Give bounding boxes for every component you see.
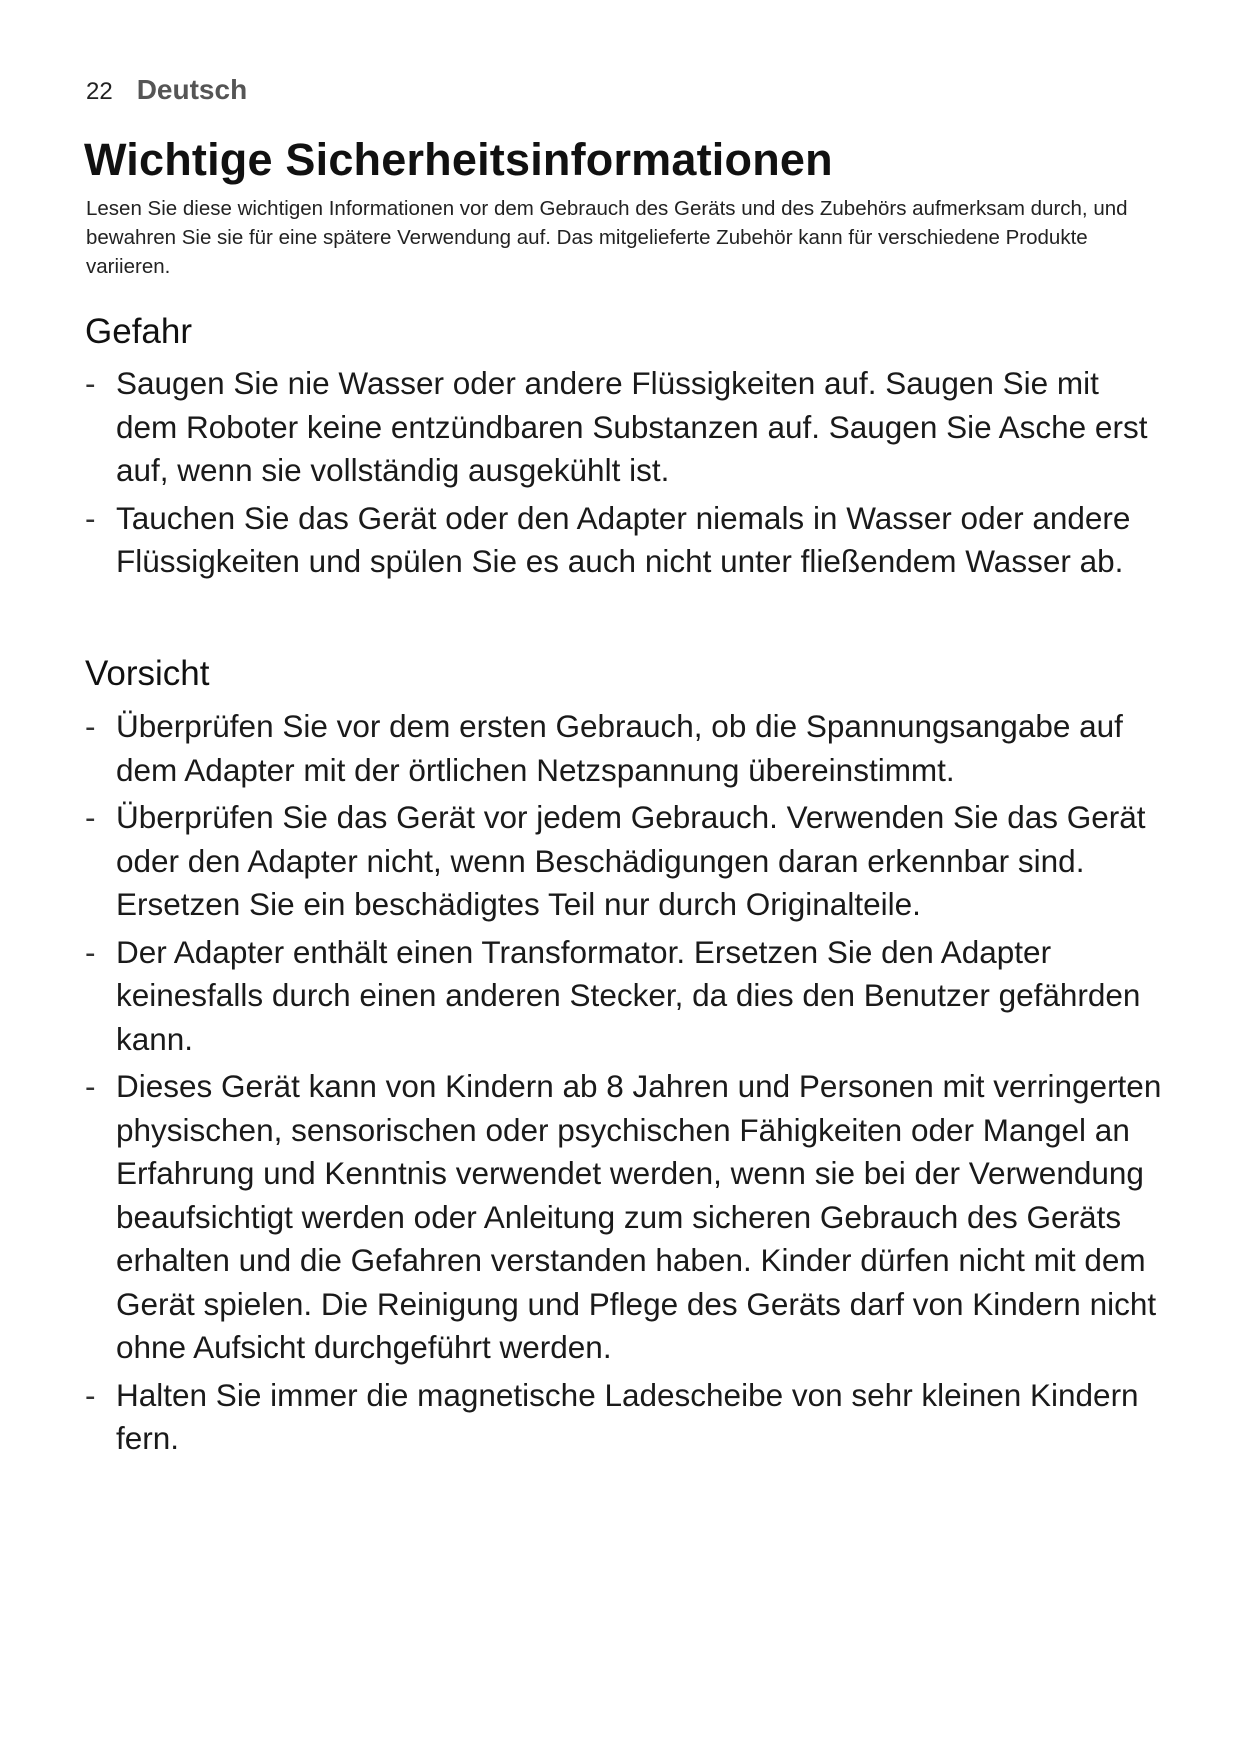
list-item: - Überprüfen Sie das Gerät vor jedem Gebrauch. Verwenden Sie das Gerät oder den Adapter nicht, wenn Beschädigungen daran erkennbar sind. Ersetzen Sie ein beschädigtes Teil nur durch Originalteile. [85, 796, 1165, 927]
dash-bullet: - [85, 933, 96, 970]
dash-bullet: - [85, 499, 96, 536]
heading-vorsicht: Vorsicht [85, 654, 210, 693]
list-item: - Dieses Gerät kann von Kindern ab 8 Jahren und Personen mit verringerten physischen, sensorischen oder psychischen Fähigkeiten oder Mangel an Erfahrung und Kenntnis verwendet werden, wenn sie bei der Verwendung beaufsichtigt werden oder Anleitung zum sicheren Gebrauch des Geräts erhalten und die Gefahren verstanden haben. Kinder dürfen nicht mit dem Gerät spielen. Die Reinigung und Pflege des Geräts darf von Kindern nicht ohne Aufsicht durchgeführt werden. [85, 1065, 1165, 1370]
dash-bullet: - [85, 799, 96, 835]
page-title: Wichtige Sicherheitsinformationen [84, 134, 833, 185]
list-gefahr [85, 362, 1165, 588]
list-item: - Halten Sie immer die magnetische Ladescheibe von sehr kleinen Kindern fern. [85, 1374, 1165, 1461]
page-header [86, 74, 247, 106]
list-item: - Tauchen Sie das Gerät oder den Adapter niemals in Wasser oder andere Flüssigkeiten und spülen Sie es auch nicht unter fließendem Wasser ab. [85, 497, 1165, 584]
dash-bullet: - [85, 365, 96, 401]
list-vorsicht [85, 705, 1165, 1465]
list-item: - Überprüfen Sie vor dem ersten Gebrauch, ob die Spannungsangabe auf dem Adapter mit der örtlichen Netzspannung übereinstimmt. [85, 705, 1165, 792]
section-language: Deutsch [136, 74, 248, 105]
list-item: - Saugen Sie nie Wasser oder andere Flüssigkeiten auf. Saugen Sie mit dem Roboter keine entzündbaren Substanzen auf. Saugen Sie Asche erst auf, wenn sie vollständig ausgekühlt ist. [85, 362, 1165, 493]
list-item: - Der Adapter enthält einen Transformator. Ersetzen Sie den Adapter keinesfalls durch einen anderen Stecker, da dies den Benutzer gefährden kann. [85, 931, 1165, 1062]
dash-bullet: - [85, 1376, 96, 1413]
heading-gefahr: Gefahr [85, 312, 192, 351]
page-number: 22 [86, 78, 113, 105]
intro-paragraph: Lesen Sie diese wichtigen Informationen vor dem Gebrauch des Geräts und des Zubehörs aufmerksam durch, und bewahren Sie sie für eine spätere Verwendung auf. Das mitgelieferte Zubehör kann für verschiedene Produkte variieren. [86, 197, 1128, 278]
dash-bullet: - [85, 708, 96, 744]
dash-bullet: - [85, 1068, 96, 1104]
